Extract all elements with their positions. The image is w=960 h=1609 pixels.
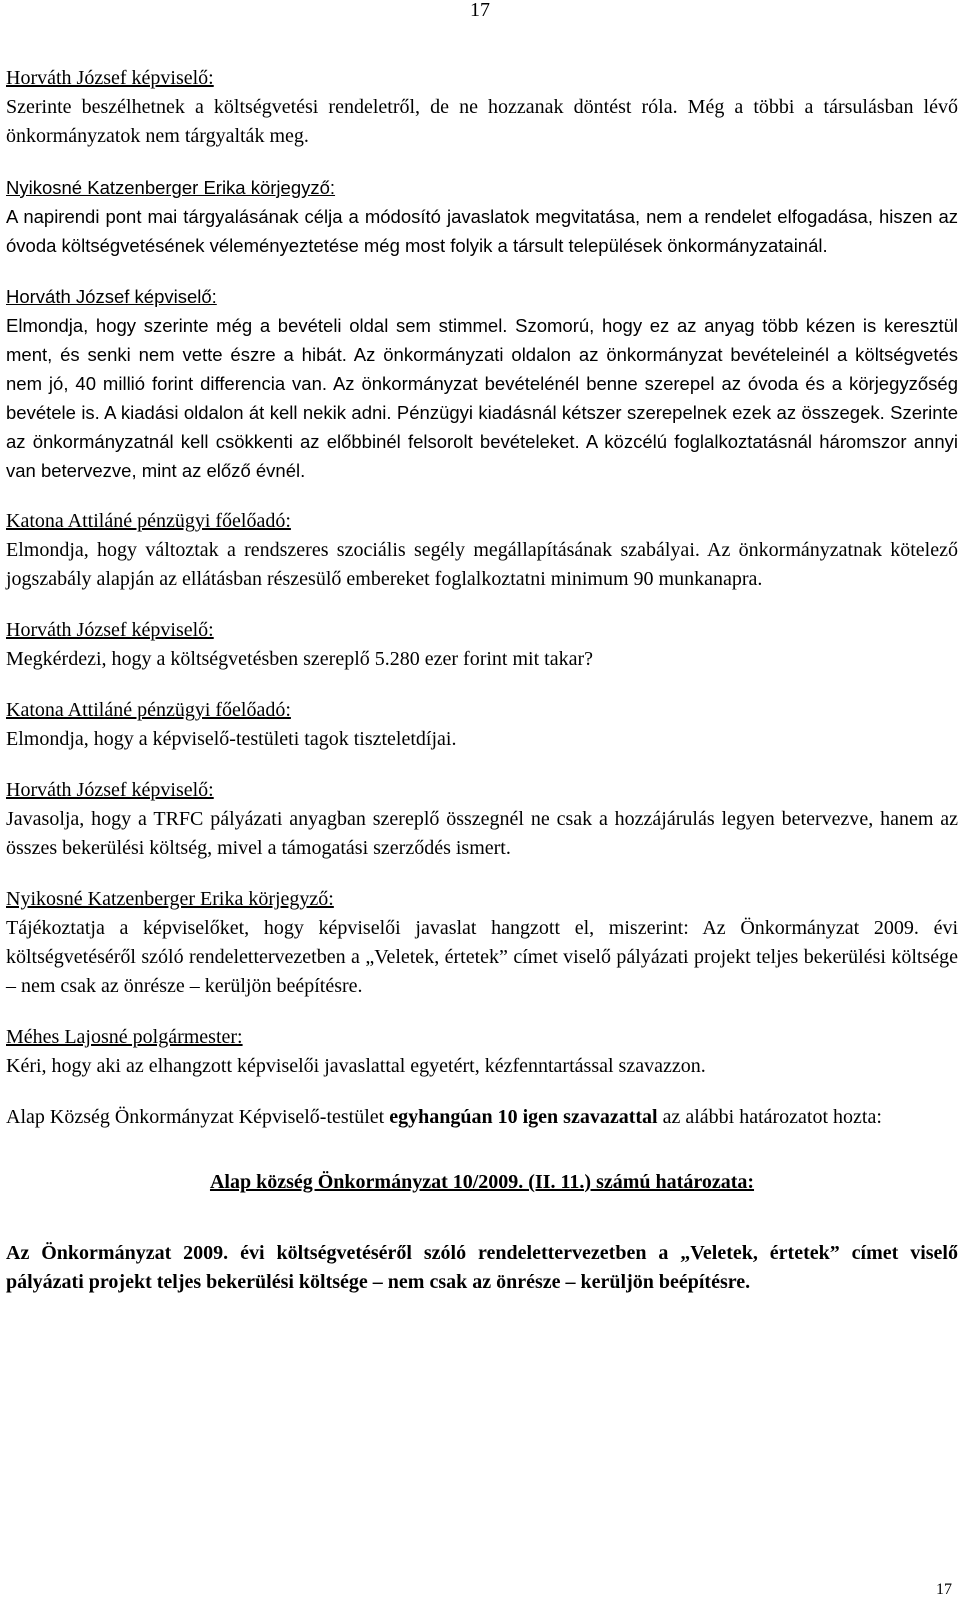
- statement-block: [6, 507, 958, 594]
- statement-text: Elmondja, hogy szerinte még a bevételi oldal sem stimmel. Szomorú, hogy ez az anyag több kézen is keresztül ment, és senki nem vette észre a hibát. Az önkormányzati oldalon az önkormányzat bevételeinél a költségvetés nem jó, 40 millió forint differencia van. Az önkormányzat bevételénél benne szerepel az óvoda és a körjegyzőség bevétele is. A kiadási oldalon át kell nekik adni. Pénzügyi kiadásnál kétszer szerepelnek ezek az összegek. Szerinte az önkormányzatnál kell csökkenti az előbbinél felsorolt bevételeket. A közcélú foglalkoztatásnál háromszor annyi van betervezve, mint az előző évnél.: [6, 315, 958, 481]
- speaker-name: Nyikosné Katzenberger Erika körjegyző:: [6, 888, 334, 910]
- statement-block: [6, 616, 958, 674]
- statement-text: Kéri, hogy aki az elhangzott képviselői javaslattal egyetért, kézfenntartással szavazzon.: [6, 1055, 706, 1077]
- page-number-bottom: 17: [936, 1581, 952, 1598]
- statement-block: [6, 1023, 958, 1081]
- speaker-name: Nyikosné Katzenberger Erika körjegyző:: [6, 177, 336, 198]
- speaker-name: Horváth József képviselő:: [6, 779, 214, 801]
- speaker-name: Horváth József képviselő:: [6, 67, 214, 89]
- speaker-name: Katona Attiláné pénzügyi főelőadó:: [6, 699, 291, 721]
- statement-text: A napirendi pont mai tárgyalásának célja a módosító javaslatok megvitatása, nem a rendelet elfogadása, hiszen az óvoda költségvetésének véleményeztetése még most folyik a társult települések önkormányzatainál.: [6, 206, 958, 256]
- speaker-name: Méhes Lajosné polgármester:: [6, 1026, 243, 1048]
- statement-block: [6, 64, 958, 151]
- statement-block: [6, 776, 958, 863]
- vote-count: egyhangúan 10 igen szavazattal: [389, 1106, 658, 1128]
- page-number-top: 17: [470, 0, 490, 21]
- document-body: [6, 64, 958, 1297]
- statement-text: Tájékoztatja a képviselőket, hogy képviselői javaslat hangzott el, miszerint: Az Önkormányzat 2009. évi költségvetéséről szóló rendelettervezetben a „Veletek, értetek” címet viselő pályázati projekt teljes bekerülési költsége – nem csak az önrésze – kerüljön beépítésre.: [6, 917, 958, 997]
- statement-block: [6, 173, 958, 260]
- vote-suffix: az alábbi határozatot hozta:: [657, 1106, 882, 1128]
- statement-text: Szerinte beszélhetnek a költségvetési rendeletről, de ne hozzanak döntést róla. Még a többi a társulásban lévő önkormányzatok nem tárgyalták meg.: [6, 96, 958, 147]
- speaker-name: Horváth József képviselő:: [6, 286, 217, 307]
- statement-text: Javasolja, hogy a TRFC pályázati anyagban szereplő összegnél ne csak a hozzájárulás legyen betervezve, hanem az összes bekerülési költség, mivel a támogatási szerződés ismert.: [6, 808, 958, 859]
- vote-prefix: Alap Község Önkormányzat Képviselő-testület: [6, 1106, 390, 1128]
- statement-text: Elmondja, hogy változtak a rendszeres szociális segély megállapításának szabályai. Az önkormányzatnak kötelező jogszabály alapján az ellátásban részesülő embereket foglalkoztatni minimum 90 munkanapra.: [6, 539, 958, 590]
- resolution-body: Az Önkormányzat 2009. évi költségvetéséről szóló rendelettervezetben a „Veletek, értetek” címet viselő pályázati projekt teljes bekerülési költsége – nem csak az önrésze – kerüljön beépítésre.: [6, 1242, 958, 1293]
- statement-block: [6, 885, 958, 1001]
- statement-block: [6, 696, 958, 754]
- statement-text: Elmondja, hogy a képviselő-testületi tagok tiszteletdíjai.: [6, 728, 457, 750]
- resolution-title: Alap község Önkormányzat 10/2009. (II. 11.) számú határozata:: [209, 1171, 755, 1193]
- vote-result: [6, 1103, 958, 1132]
- speaker-name: Horváth József képviselő:: [6, 619, 214, 641]
- statement-block: [6, 282, 958, 485]
- speaker-name: Katona Attiláné pénzügyi főelőadó:: [6, 510, 291, 532]
- statement-text: Megkérdezi, hogy a költségvetésben szereplő 5.280 ezer forint mit takar?: [6, 648, 594, 670]
